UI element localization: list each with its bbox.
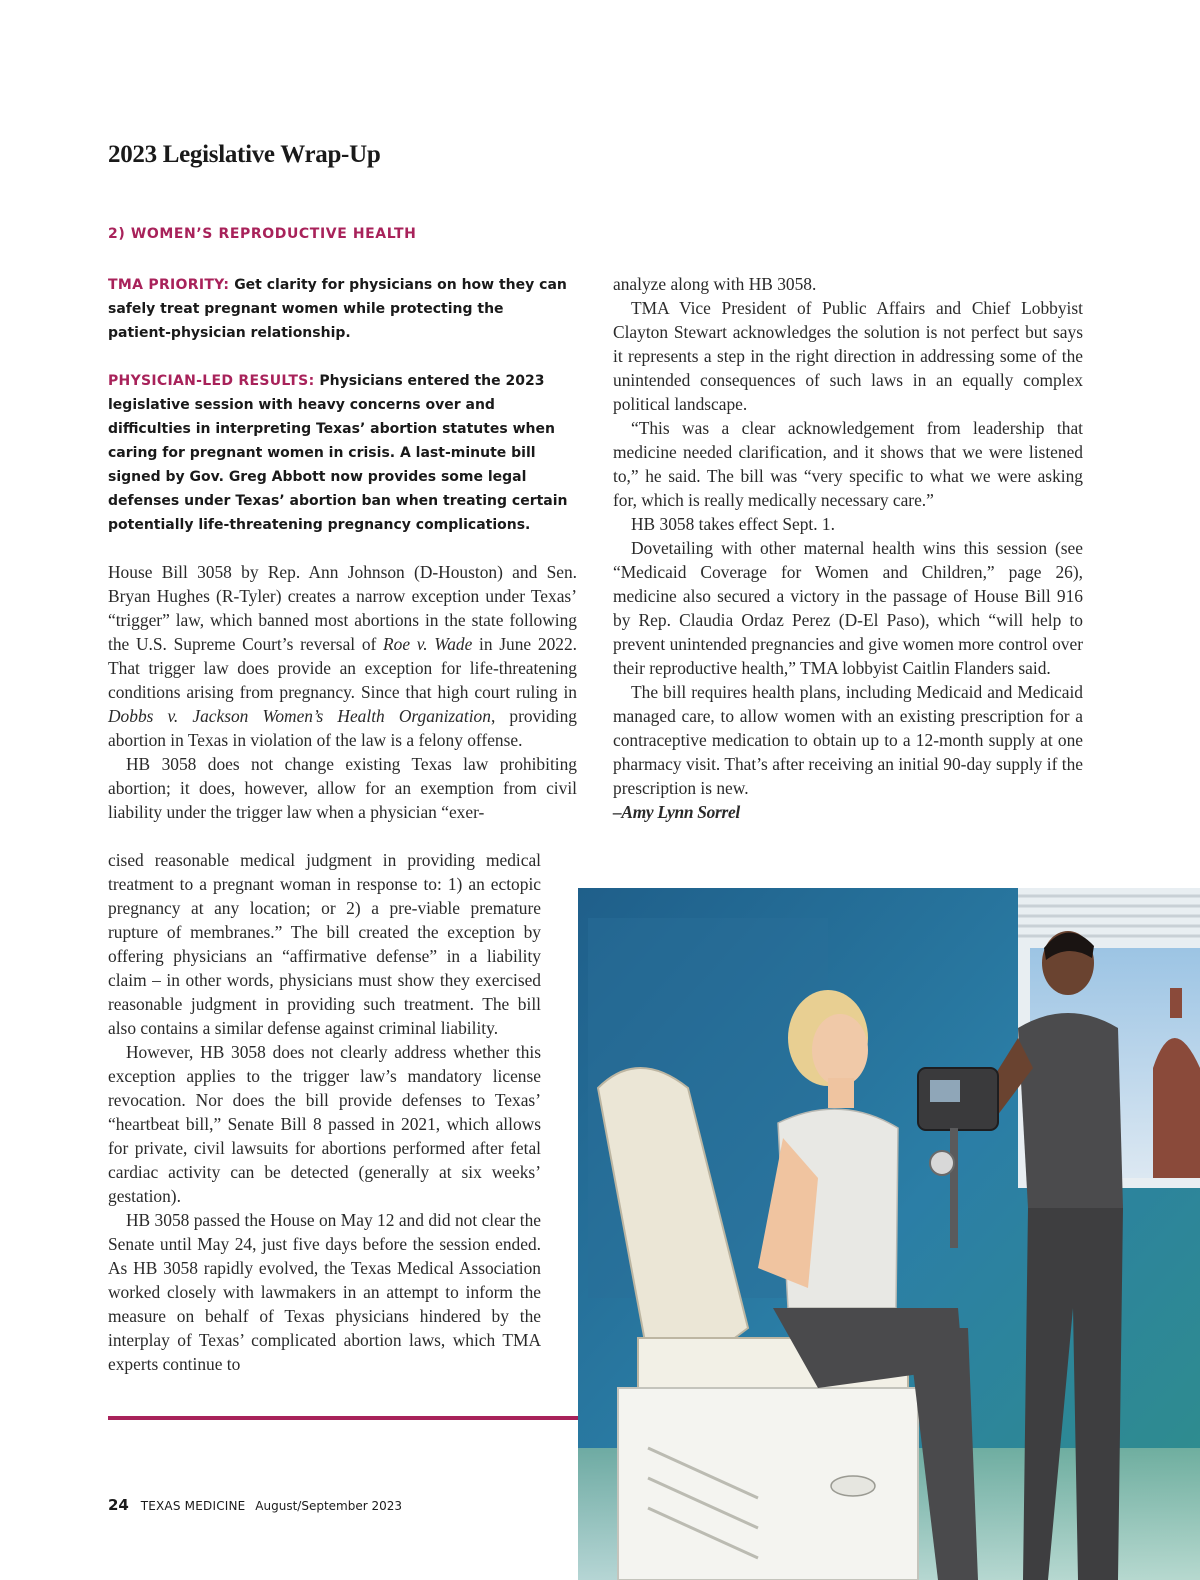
page-title: 2023 Legislative Wrap-Up [108, 141, 381, 168]
body-paragraph: TMA Vice President of Public Affairs and Chief Lobbyist Clayton Stewart acknowledges the solution is not perfect but says it represents a step in the right direction in addressing some of the unintended consequences of such laws in an equally complex political landscape. [613, 298, 1083, 414]
body-column-left-top [108, 560, 577, 824]
body-paragraph: cised reasonable medical judgment in providing medical treatment to a pregnant woman in response to: 1) an ectopic pregnancy at any location; or 2) a pre-viable premature rupture of membranes.” The bill created the exception by offering physicians an “affirmative defense” in a liability claim – in other words, physicians must show they exercised reasonable judgment in providing such treatment. The bill also contains a similar defense against criminal liability. [108, 850, 541, 1038]
body-paragraph: analyze along with HB 3058. [613, 274, 817, 294]
results-text: Physicians entered the 2023 legislative session with heavy concerns over and difficulties in interpreting Texas’ abortion statutes when caring for pregnant women in crisis. A last-minute bill signed by Gov. Greg Abbott now provides some legal defenses under Texas’ abortion ban when treating certain potentially life-threatening pregnancy complications. [108, 373, 568, 533]
body-column-right [613, 272, 1083, 824]
priority-label: TMA PRIORITY: [108, 277, 230, 293]
body-text: in June 2022. That trigger law does provide an exception for life-threatening conditions arising from pregnancy. Since that high court ruling in [108, 634, 578, 702]
body-paragraph: HB 3058 does not change existing Texas law prohibiting abortion; it does, however, allow for an exemption from civil liability under the trigger law when a physician “exer- [108, 754, 577, 822]
body-paragraph: HB 3058 passed the House on May 12 and did not clear the Senate until May 24, just five days before the session ended. As HB 3058 rapidly evolved, the Texas Medical Association worked closely with lawmakers in an attempt to inform the measure on behalf of Texas physicians hindered by the interplay of Texas’ complicated abortion laws, which TMA experts continue to [108, 1210, 541, 1374]
body-paragraph: HB 3058 takes effect Sept. 1. [631, 514, 835, 534]
body-paragraph: However, HB 3058 does not clearly address whether this exception applies to the trigger law’s mandatory license revocation. Nor does the bill provide defenses to Texas’ “heartbeat bill,” Senate Bill 8 passed in 2021, which allows for private, civil lawsuits for abortions performed after fetal cardiac activity can be detected (generally at six weeks’ gestation). [108, 1042, 541, 1206]
physician-led-results-callout [108, 369, 568, 537]
body-text: , providing abortion in Texas in violation of the law is a felony offense. [108, 706, 577, 750]
publication-name: TEXAS MEDICINE [140, 1499, 246, 1513]
priority-text: Get clarity for physicians on how they can safely treat pregnant women while protecting the patient-physician relationship. [108, 277, 567, 341]
case-name: Dobbs v. Jackson Women’s Health Organization [108, 706, 491, 726]
page-number: 24 [108, 1496, 129, 1514]
section-rule [108, 1416, 578, 1420]
body-paragraph: “This was a clear acknowledgement from leadership that medicine needed clarification, and it shows that we were listened to,” he said. The bill was “very specific to what we were asking for, which is really medically necessary care.” [613, 418, 1083, 510]
page-footer [108, 1496, 402, 1514]
body-paragraph [108, 560, 577, 752]
body-paragraph: The bill requires health plans, including Medicaid and Medicaid managed care, to allow women with an existing prescription for a contraceptive medication to obtain up to a 12-month supply at one pharmacy visit. That’s after receiving an initial 90-day supply if the prescription is new. [613, 682, 1083, 798]
section-heading: 2) WOMEN’S REPRODUCTIVE HEALTH [108, 226, 417, 242]
issue-date: August/September 2023 [255, 1499, 403, 1513]
case-name: Roe v. Wade [383, 634, 473, 654]
results-label: PHYSICIAN-LED RESULTS: [108, 373, 315, 389]
body-column-left-bottom [108, 848, 541, 1376]
exam-room-illustration [578, 888, 1200, 1580]
tma-priority-callout [108, 273, 568, 345]
body-text: House Bill 3058 by Rep. Ann Johnson (D-Houston) and Sen. Bryan Hughes (R-Tyler) creates a narrow exception under Texas’ “trigger” law, which banned most abortions in the state following the U.S. Supreme Court’s reversal of [108, 562, 577, 654]
body-paragraph: Dovetailing with other maternal health wins this session (see “Medicaid Coverage for Women and Children,” page 26), medicine also secured a victory in the passage of House Bill 916 by Rep. Claudia Ordaz Perez (D-El Paso), which “will help to prevent unintended pregnancies and give women more control over their reproductive health,” TMA lobbyist Caitlin Flanders said. [613, 538, 1083, 678]
byline: –Amy Lynn Sorrel [613, 802, 740, 822]
